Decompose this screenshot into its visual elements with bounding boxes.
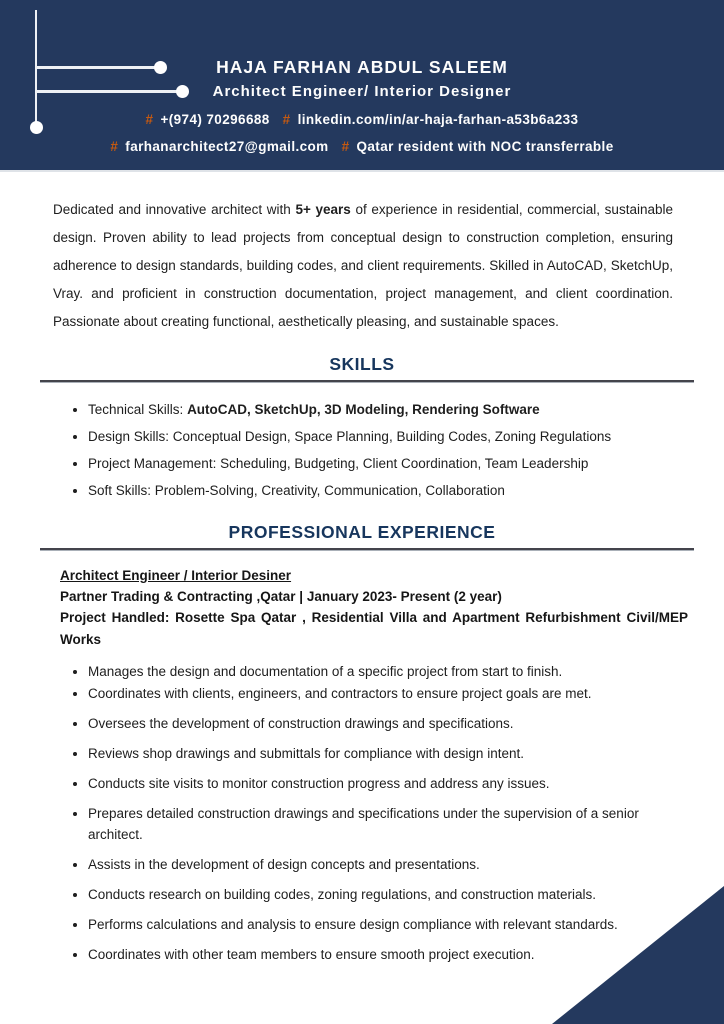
header (0, 0, 724, 172)
section-divider (40, 380, 694, 383)
skills-list (0, 396, 684, 504)
skills-heading: SKILLS (329, 354, 395, 374)
skill-item (88, 477, 684, 504)
section-divider (40, 548, 694, 551)
experience-bullet: • Manages the design and documentation of a specific project from start to finish. (88, 661, 680, 682)
job-company-dates: Partner Trading & Contracting ,Qatar | January 2023- Present (2 year) (60, 589, 502, 604)
person-name: HAJA FARHAN ABDUL SALEEM (216, 57, 508, 77)
hash-icon: # (341, 139, 350, 154)
experience-bullet: • Coordinates with other team members to ensure smooth project execution. (88, 944, 680, 965)
resume-body (0, 196, 724, 965)
contact-line-2 (0, 139, 724, 154)
skill-value: AutoCAD, SketchUp, 3D Modeling, Rendering Software (187, 402, 540, 417)
skill-label: Soft Skills: (88, 483, 152, 498)
contact-line-1 (0, 112, 724, 127)
hash-icon: # (110, 139, 119, 154)
residency-status: Qatar resident with NOC transferrable (356, 139, 614, 154)
experience-bullet: • Reviews shop drawings and submittals for compliance with design intent. (88, 743, 680, 764)
experience-bullet: • Assists in the development of design concepts and presentations. (88, 854, 680, 875)
skill-item (88, 423, 684, 450)
hash-icon: # (282, 112, 291, 127)
experience-bullet: • Coordinates with clients, engineers, and contractors to ensure project goals are met. (88, 683, 680, 704)
summary-paragraph (53, 196, 673, 336)
job-projects: Project Handled: Rosette Spa Qatar , Residential Villa and Apartment Refurbishment Civil/MEP Works (60, 610, 688, 647)
summary-text-2: of experience in residential, commercial, sustainable design. Proven ability to lead projects from conceptual design to construction completion, ensuring adherence to design standards, building codes, and client requirements. Skilled in AutoCAD, SketchUp, Vray. and proficient in construction documentation, project management, and client coordination. Passionate about creating functional, aesthetically pleasing, and sustainable spaces. (53, 202, 673, 329)
skill-value: Problem-Solving, Creativity, Communication, Collaboration (154, 483, 505, 498)
summary-bold-years: 5+ years (295, 202, 351, 217)
job-block (60, 565, 688, 651)
linkedin-url: linkedin.com/in/ar-haja-farhan-a53b6a233 (297, 112, 579, 127)
experience-bullet: • Prepares detailed construction drawings and specifications under the supervision of a senior architect. (88, 803, 680, 845)
skill-label: Design Skills: (88, 429, 170, 444)
person-job-title: Architect Engineer/ Interior Designer (212, 83, 512, 100)
experience-bullet: • Oversees the development of construction drawings and specifications. (88, 713, 680, 734)
phone-number: +(974) 70296688 (160, 112, 270, 127)
experience-bullet: • Conducts research on building codes, zoning regulations, and construction materials. (88, 884, 680, 905)
email-address: farhanarchitect27@gmail.com (125, 139, 329, 154)
corner-triangle-decoration (552, 886, 724, 1024)
experience-bullet: • Performs calculations and analysis to ensure design compliance with relevant standards. (88, 914, 680, 935)
experience-bullet: • Conducts site visits to monitor construction progress and address any issues. (88, 773, 680, 794)
skill-item (88, 450, 684, 477)
skill-item (88, 396, 684, 423)
job-title: Architect Engineer / Interior Desiner (60, 568, 292, 583)
experience-heading: PROFESSIONAL EXPERIENCE (228, 522, 496, 542)
skill-label: Project Management: (88, 456, 217, 471)
skill-value: Scheduling, Budgeting, Client Coordination, Team Leadership (220, 456, 589, 471)
hash-icon: # (145, 112, 154, 127)
skill-value: Conceptual Design, Space Planning, Building Codes, Zoning Regulations (172, 429, 612, 444)
skill-label: Technical Skills: (88, 402, 184, 417)
summary-text-1: Dedicated and innovative architect with (53, 202, 296, 217)
